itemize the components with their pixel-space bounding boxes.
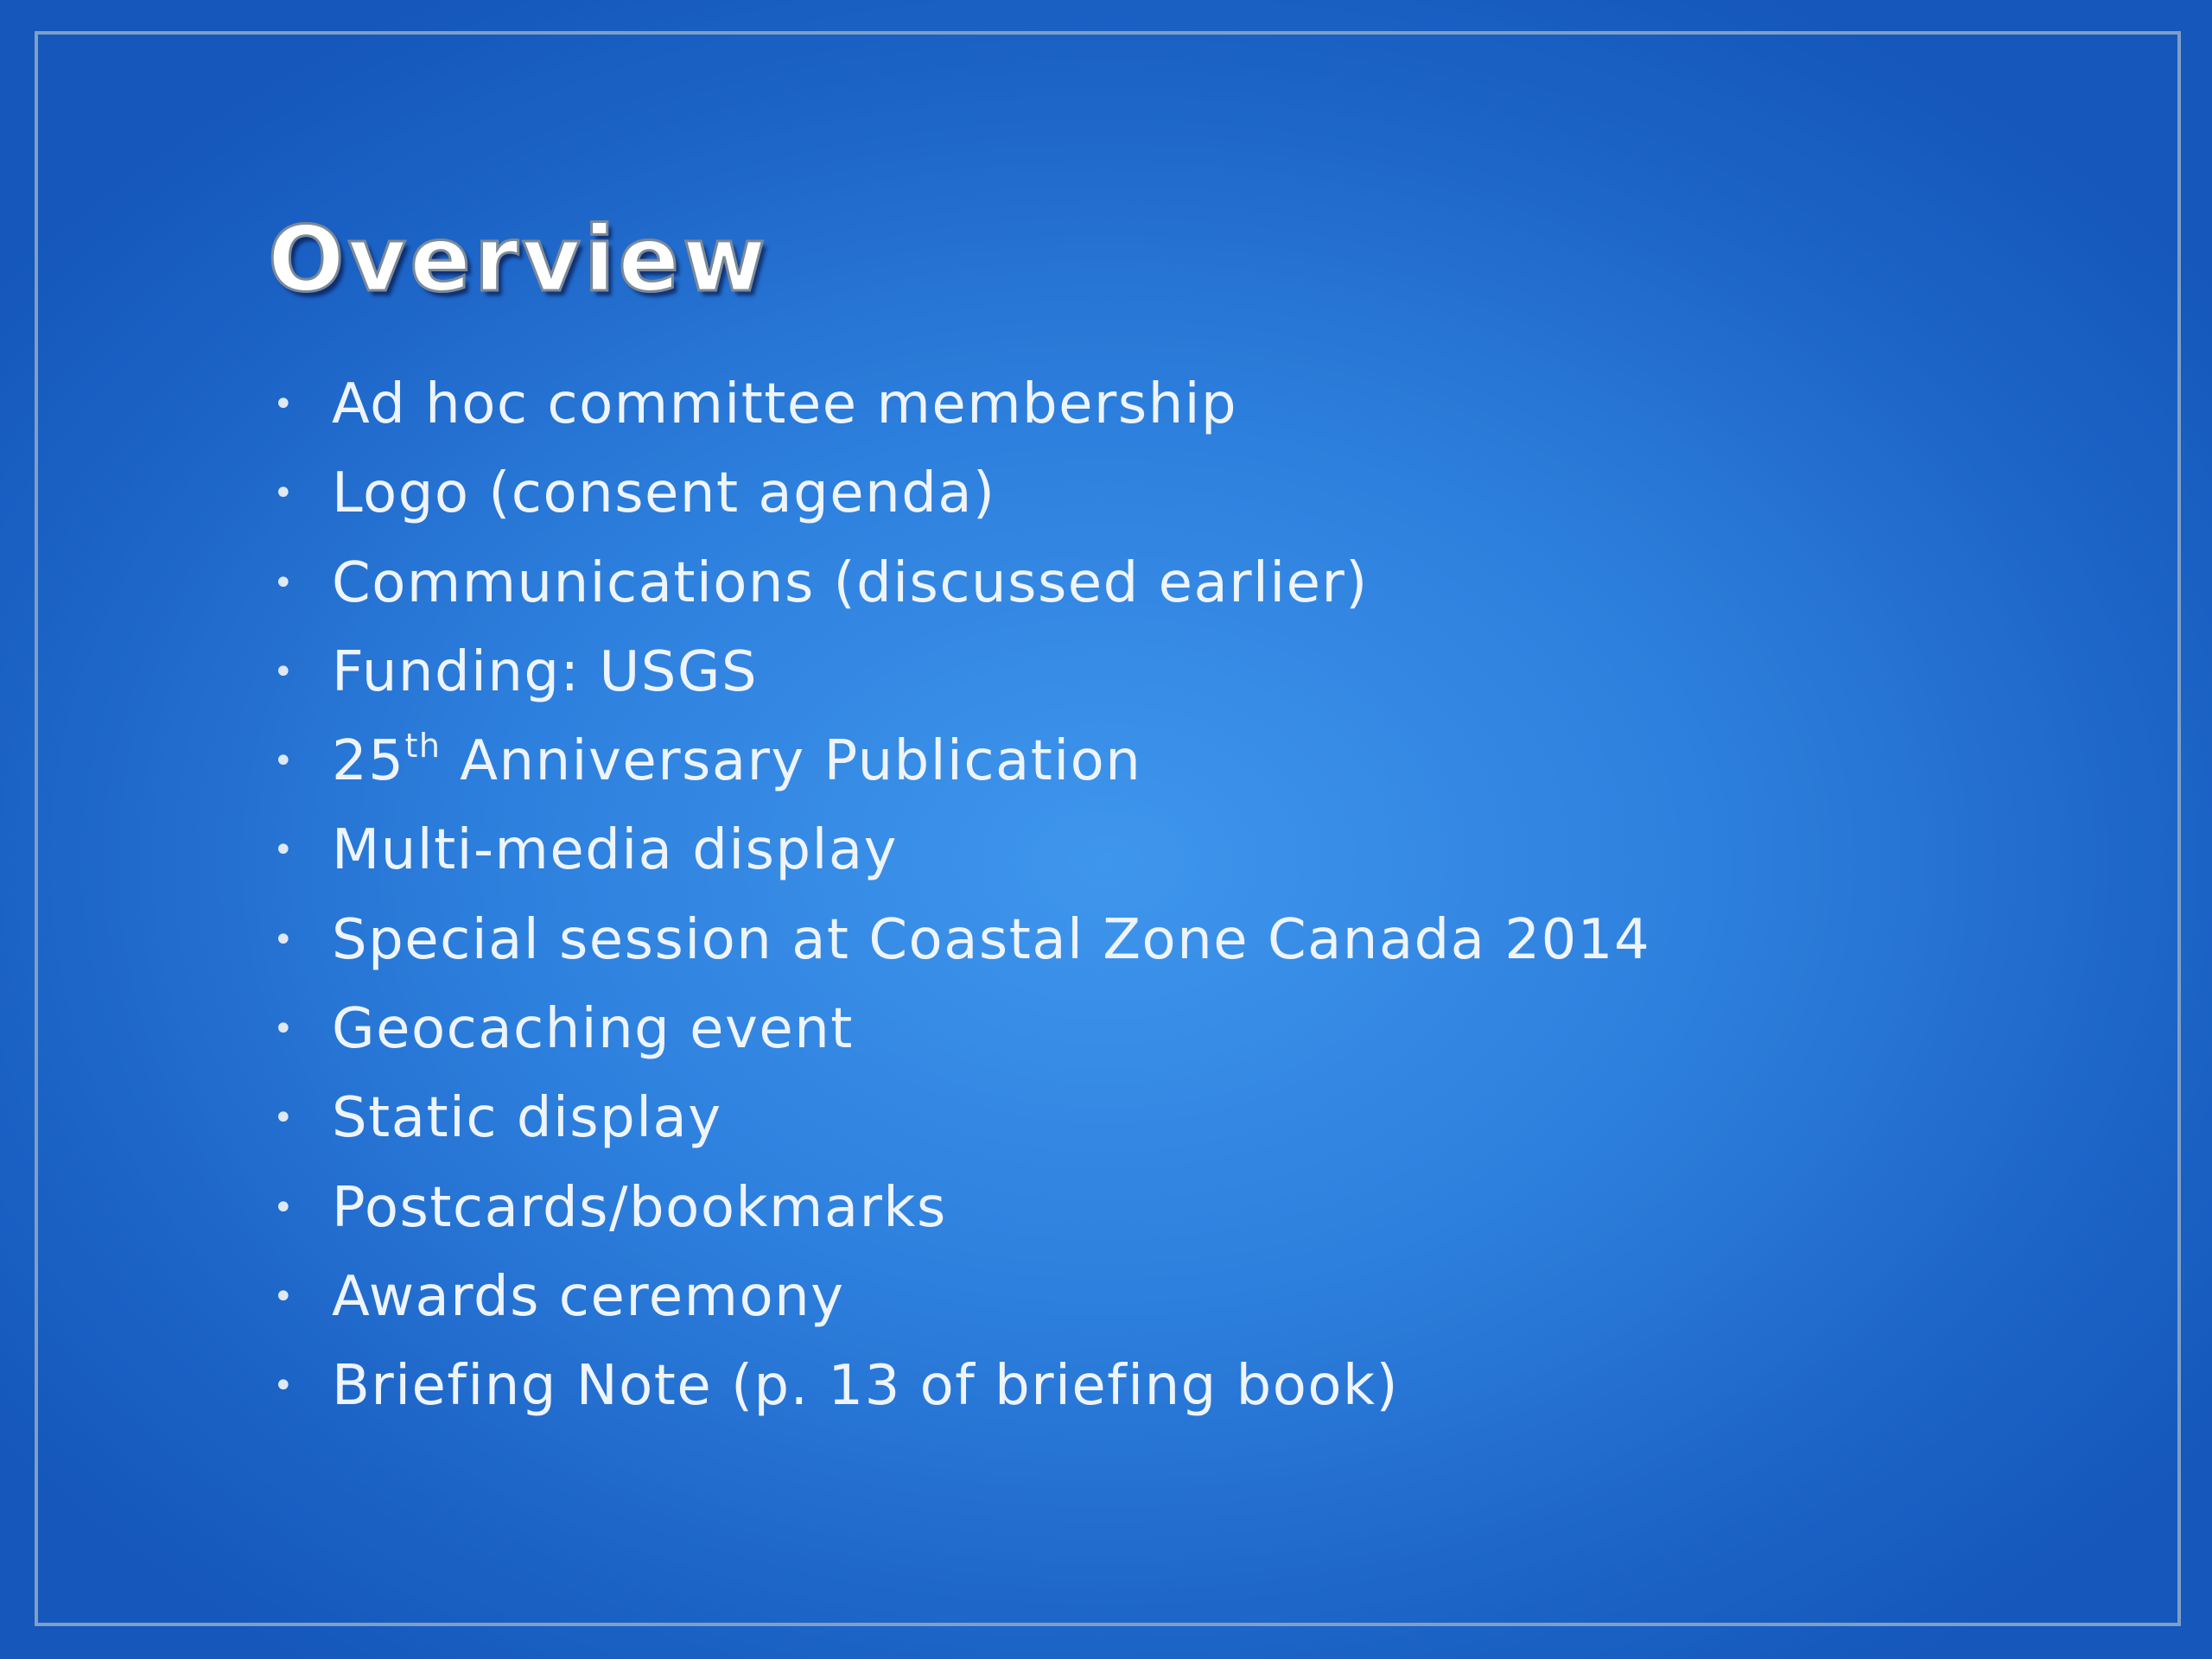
bullet-text: Logo (consent agenda) <box>332 461 996 526</box>
bullet-text: Postcards/bookmarks <box>332 1175 947 1240</box>
bullet-text: Special session at Coastal Zone Canada 2014 <box>332 907 1651 972</box>
bullet-dot-icon: • <box>273 385 296 424</box>
ordinal-suffix: th <box>404 727 442 766</box>
bullet-text: Geocaching event <box>332 997 854 1062</box>
bullet-text: Briefing Note (p. 13 of briefing book) <box>332 1354 1400 1419</box>
bullet-dot-icon: • <box>273 1009 296 1050</box>
bullet-text: Communications (discussed earlier) <box>332 550 1369 615</box>
bullet-dot-icon: • <box>273 563 296 603</box>
bullet-dot-icon: • <box>273 1187 296 1228</box>
bullet-dot-icon: • <box>273 1366 296 1407</box>
bullet-dot-icon: • <box>273 741 296 782</box>
ordinal-number: 25 <box>332 729 405 794</box>
bullet-dot-icon: • <box>273 652 296 692</box>
bullet-text: Static display <box>332 1086 722 1151</box>
bullet-text: Ad hoc committee membership <box>332 372 1238 436</box>
bullet-dot-icon: • <box>273 1098 296 1139</box>
bullet-text: Awards ceremony <box>332 1264 845 1329</box>
bullet-text: Multi-media display <box>332 818 898 883</box>
bullet-dot-icon: • <box>273 1276 296 1317</box>
bullet-dot-icon: • <box>273 474 296 514</box>
bullet-dot-icon: • <box>273 830 296 871</box>
slide-title: Overview <box>268 207 770 312</box>
bullet-text-rest: Anniversary Publication <box>441 729 1142 794</box>
bullet-dot-icon: • <box>273 919 296 960</box>
bullet-text: Funding: USGS <box>332 639 759 704</box>
bullet-text-anniversary <box>332 727 1141 796</box>
